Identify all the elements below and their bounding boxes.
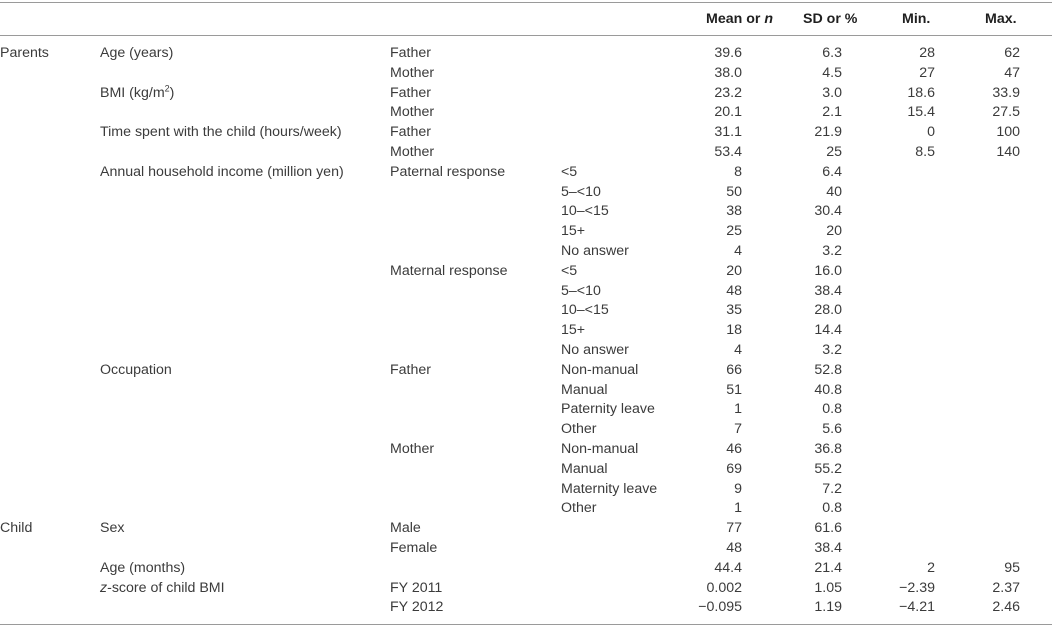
header-sd: SD or %	[803, 11, 858, 27]
mean-value: 48	[726, 282, 742, 299]
subgroup-label: Father	[390, 124, 432, 141]
category-label: No answer	[561, 243, 629, 259]
category-label: Maternity leave	[561, 480, 658, 497]
subgroup-label: Female	[390, 540, 438, 556]
table-row	[0, 242, 1052, 262]
mean-value: 4	[734, 342, 742, 358]
sd-value: 2.1	[822, 104, 842, 121]
sd-value: 1.05	[814, 579, 842, 596]
sd-value: 25	[826, 144, 842, 160]
min-value: 0	[927, 124, 935, 141]
max-value: 95	[1004, 559, 1020, 576]
max-value: 62	[1004, 45, 1020, 61]
mean-value: 1	[734, 500, 742, 517]
header-min: Min.	[902, 11, 931, 27]
table-row	[0, 499, 1052, 519]
min-value: −2.39	[899, 579, 935, 596]
variable-label: Age (months)	[100, 559, 186, 576]
subgroup-label: Mother	[390, 64, 435, 81]
sd-value: 3.2	[822, 243, 842, 259]
category-label: Manual	[561, 381, 608, 398]
mean-value: 53.4	[714, 144, 742, 160]
subgroup-label: Maternal response	[390, 262, 508, 279]
table-row	[0, 321, 1052, 341]
mean-value: 1	[734, 401, 742, 418]
sd-value: 38.4	[814, 282, 842, 299]
sd-value: 61.6	[814, 520, 842, 537]
max-value: 27.5	[992, 104, 1020, 121]
table-row	[0, 400, 1052, 420]
group-label: Parents	[0, 45, 49, 61]
variable-label: z-score of child BMI	[100, 579, 225, 596]
table-row	[0, 103, 1052, 123]
table-row	[0, 460, 1052, 480]
mean-value: 44.4	[714, 559, 742, 576]
mean-value: 38	[726, 203, 742, 220]
sd-value: 5.6	[822, 421, 842, 438]
table-row	[0, 598, 1052, 618]
min-value: 28	[919, 45, 935, 61]
variable-label: Sex	[100, 520, 125, 537]
subgroup-label: FY 2012	[390, 599, 444, 616]
mean-value: 18	[726, 322, 742, 339]
sd-value: 0.8	[822, 500, 842, 517]
sd-value: 40.8	[814, 381, 842, 398]
min-value: 18.6	[907, 84, 935, 101]
table-row	[0, 282, 1052, 302]
table-row	[0, 202, 1052, 222]
subgroup-label: Male	[390, 520, 421, 537]
subgroup-label: Mother	[390, 144, 435, 160]
mean-value: 31.1	[714, 124, 742, 141]
min-value: −4.21	[899, 599, 935, 616]
mean-value: 25	[726, 223, 742, 240]
table-row	[0, 64, 1052, 84]
sd-value: 21.4	[814, 559, 842, 576]
table-row	[0, 381, 1052, 401]
category-label: 15+	[561, 223, 586, 240]
mean-value: 46	[726, 441, 742, 457]
min-value: 8.5	[915, 144, 935, 160]
mean-value: 0.002	[706, 579, 742, 596]
mean-value: 35	[726, 302, 742, 319]
sd-value: 21.9	[814, 124, 842, 141]
sd-value: 20	[826, 223, 842, 240]
variable-label: Annual household income (million yen)	[100, 163, 344, 180]
sd-value: 6.4	[822, 163, 842, 180]
sd-value: 40	[826, 183, 842, 200]
category-label: <5	[561, 262, 578, 279]
table-row	[0, 559, 1052, 579]
category-label: No answer	[561, 342, 629, 358]
table-row	[0, 539, 1052, 559]
table-row	[0, 222, 1052, 242]
table-row	[0, 341, 1052, 361]
variable-label: Occupation	[100, 361, 172, 378]
mean-value: 20	[726, 262, 742, 279]
mean-value: 48	[726, 540, 742, 556]
table-top-rule	[0, 2, 1052, 3]
subgroup-label: Father	[390, 45, 432, 61]
header-max: Max.	[985, 11, 1017, 27]
mean-value: 51	[726, 381, 742, 398]
table-row	[0, 301, 1052, 321]
table-row	[0, 143, 1052, 163]
mean-value: 77	[726, 520, 742, 537]
table-row	[0, 262, 1052, 282]
table-header-row	[0, 8, 1052, 30]
category-label: 10–<15	[561, 302, 609, 319]
category-label: 15+	[561, 322, 586, 339]
sd-value: 4.5	[822, 64, 842, 81]
mean-value: 66	[726, 361, 742, 378]
mean-value: 9	[734, 480, 742, 497]
max-value: 2.46	[992, 599, 1020, 616]
sd-value: 55.2	[814, 460, 842, 477]
max-value: 2.37	[992, 579, 1020, 596]
table-row	[0, 84, 1052, 104]
mean-value: 7	[734, 421, 742, 438]
sd-value: 1.19	[814, 599, 842, 616]
table-bottom-rule	[0, 624, 1052, 625]
mean-value: 39.6	[714, 45, 742, 61]
subgroup-label: FY 2011	[390, 579, 443, 596]
min-value: 2	[927, 559, 935, 576]
mean-value: 69	[726, 460, 742, 477]
table-row	[0, 163, 1052, 183]
min-value: 27	[919, 64, 935, 81]
category-label: 5–<10	[561, 282, 601, 299]
category-label: Other	[561, 421, 597, 438]
category-label: Manual	[561, 460, 608, 477]
subgroup-label: Paternal response	[390, 163, 506, 180]
variable-label: Time spent with the child (hours/week)	[100, 124, 342, 141]
sd-value: 6.3	[822, 45, 842, 61]
max-value: 33.9	[992, 84, 1020, 101]
table-row	[0, 123, 1052, 143]
sd-value: 0.8	[822, 401, 842, 418]
table-row	[0, 579, 1052, 599]
subgroup-label: Father	[390, 84, 432, 101]
table-row	[0, 420, 1052, 440]
subgroup-label: Mother	[390, 104, 435, 121]
subgroup-label: Father	[390, 361, 432, 378]
group-label: Child	[0, 520, 33, 537]
sd-value: 7.2	[822, 480, 842, 497]
subgroup-label: Mother	[390, 441, 435, 457]
sd-value: 30.4	[814, 203, 842, 220]
mean-value: 20.1	[714, 104, 742, 121]
sd-value: 3.2	[822, 342, 842, 358]
table-row	[0, 480, 1052, 500]
mean-value: 23.2	[714, 84, 742, 101]
table-row	[0, 519, 1052, 539]
sd-value: 16.0	[814, 262, 842, 279]
mean-value: 8	[734, 163, 742, 180]
table-row	[0, 440, 1052, 460]
category-label: Non-manual	[561, 441, 639, 457]
table-row	[0, 44, 1052, 64]
header-mean: Mean or n	[706, 11, 774, 27]
category-label: <5	[561, 163, 578, 180]
sd-value: 3.0	[822, 84, 842, 101]
max-value: 100	[996, 124, 1020, 141]
max-value: 47	[1004, 64, 1020, 81]
sd-value: 38.4	[814, 540, 842, 556]
variable-label: Age (years)	[100, 45, 174, 61]
table-row	[0, 361, 1052, 381]
category-label: 5–<10	[561, 183, 601, 200]
category-label: Other	[561, 500, 597, 517]
category-label: Non-manual	[561, 361, 639, 378]
sd-value: 36.8	[814, 441, 842, 457]
table-row	[0, 183, 1052, 203]
variable-label: BMI $(kg/m^2)$	[100, 82, 175, 101]
sd-value: 14.4	[814, 322, 842, 339]
min-value: 15.4	[907, 104, 935, 121]
mean-value: 38.0	[714, 64, 742, 81]
mean-value: −0.095	[698, 599, 742, 616]
category-label: Paternity leave	[561, 401, 655, 418]
category-label: 10–<15	[561, 203, 609, 220]
mean-value: 4	[734, 243, 742, 259]
sd-value: 28.0	[814, 302, 842, 319]
table-header-rule	[0, 35, 1052, 36]
max-value: 140	[996, 144, 1020, 160]
mean-value: 50	[726, 183, 742, 200]
sd-value: 52.8	[814, 361, 842, 378]
